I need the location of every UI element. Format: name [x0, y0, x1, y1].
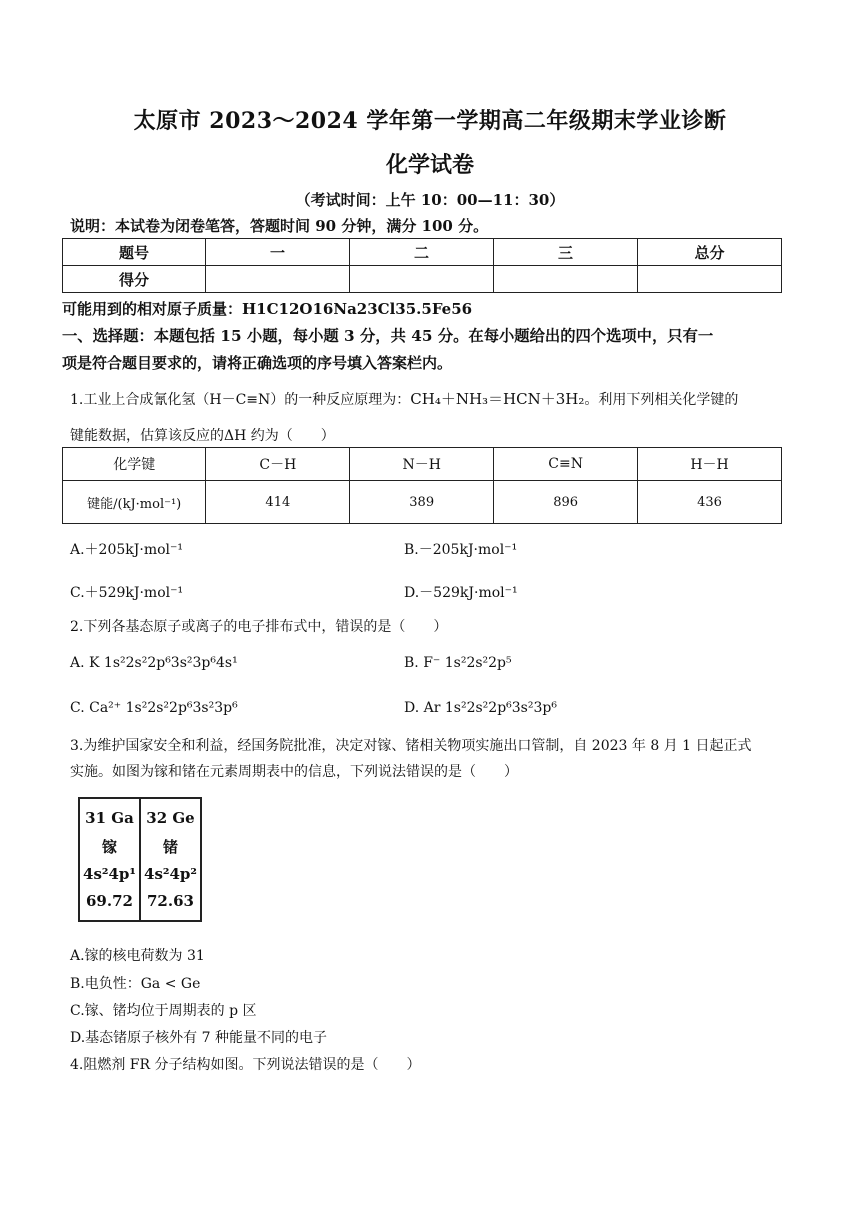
q2-option-d[interactable]: D. Ar 1s²2s²2p⁶3s²3p⁶ — [404, 700, 557, 716]
q3-option-b[interactable]: B.电负性：Ga < Ge — [70, 976, 201, 992]
exam-time: （考试时间：上午 10：00—11：30） — [295, 191, 565, 209]
bond-cell: C≡N — [494, 448, 638, 481]
exam-note: 说明：本试卷为闭卷笔答，答题时间 90 分钟，满分 100 分。 — [70, 217, 489, 235]
energy-cell: 414 — [206, 481, 350, 524]
score-header-cell: 二 — [349, 239, 493, 266]
energy-cell: 389 — [350, 481, 494, 524]
bond-row-label: 化学键 — [63, 448, 206, 481]
q2-stem: 2.下列各基态原子或离子的电子排布式中，错误的是（ ） — [70, 619, 448, 635]
energy-row-label: 键能/(kJ·mol⁻¹) — [63, 481, 206, 524]
q3-stem-line2: 实施。如图为镓和锗在元素周期表中的信息，下列说法错误的是（ ） — [70, 764, 518, 780]
score-header-cell: 题号 — [63, 239, 206, 266]
bond-cell: C－H — [206, 448, 350, 481]
element-mass: 69.72 — [86, 891, 133, 910]
q3-stem-line1: 3.为维护国家安全和利益，经国务院批准，决定对镓、锗相关物项实施出口管制，自 2023 年 8 月 1 日起正式 — [70, 738, 752, 754]
element-name: 锗 — [162, 837, 178, 856]
q1-stem-a: 1.工业上合成氰化氢（H－C≡N）的一种反应原理为： — [70, 392, 411, 408]
score-cell[interactable] — [637, 266, 781, 293]
energy-cell: 436 — [638, 481, 782, 524]
score-header-cell: 一 — [206, 239, 350, 266]
q1-stem-b: 。利用下列相关化学键的 — [584, 392, 739, 408]
q2-option-a[interactable]: A. K 1s²2s²2p⁶3s²3p⁶4s¹ — [70, 655, 238, 671]
q1-option-d[interactable]: D.－529kJ·mol⁻¹ — [404, 585, 518, 601]
q1-option-c[interactable]: C.＋529kJ·mol⁻¹ — [70, 585, 184, 601]
element-config: 4s²4p¹ — [83, 865, 136, 884]
q3-option-a[interactable]: A.镓的核电荷数为 31 — [70, 948, 205, 964]
q2-option-b[interactable]: B. F⁻ 1s²2s²2p⁵ — [404, 655, 512, 671]
q1-option-b[interactable]: B.－205kJ·mol⁻¹ — [404, 542, 518, 558]
element-cell-germanium — [139, 799, 200, 920]
element-symbol: 31 Ga — [85, 809, 134, 828]
periodic-table-excerpt — [78, 797, 202, 922]
exam-subtitle: 化学试卷 — [385, 152, 474, 178]
element-symbol: 32 Ge — [146, 809, 195, 828]
section1-line2: 项是符合题目要求的，请将正确选项的序号填入答案栏内。 — [62, 354, 453, 372]
score-cell[interactable] — [493, 266, 637, 293]
bond-cell: H－H — [638, 448, 782, 481]
section1-line1: 一、选择题：本题包括 15 小题，每小题 3 分，共 45 分。在每小题给出的四个选项中，只有一 — [62, 327, 714, 345]
q3-option-c[interactable]: C.镓、锗均位于周期表的 p 区 — [70, 1003, 257, 1019]
energy-cell: 896 — [494, 481, 638, 524]
q1-equation: CH₄＋NH₃＝HCN＋3H₂ — [410, 390, 585, 408]
q4-stem: 4.阻燃剂 FR 分子结构如图。下列说法错误的是（ ） — [70, 1057, 421, 1073]
bond-cell: N－H — [350, 448, 494, 481]
element-cell-gallium — [80, 799, 139, 920]
bond-energy-table — [62, 447, 782, 524]
score-table — [62, 238, 782, 293]
element-name: 镓 — [101, 837, 117, 856]
q1-stem-line2: 键能数据，估算该反应的ΔH 约为（ ） — [70, 428, 335, 444]
q2-option-c[interactable]: C. Ca²⁺ 1s²2s²2p⁶3s²3p⁶ — [70, 700, 238, 716]
score-cell[interactable] — [206, 266, 350, 293]
q1-stem — [70, 388, 738, 409]
element-config: 4s²4p² — [144, 865, 197, 884]
score-header-cell: 总分 — [637, 239, 781, 266]
score-row-label: 得分 — [63, 266, 206, 293]
score-header-cell: 三 — [493, 239, 637, 266]
q1-option-a[interactable]: A.＋205kJ·mol⁻¹ — [70, 542, 184, 558]
exam-title: 太原市 2023～2024 学年第一学期高二年级期末学业诊断 — [133, 108, 727, 134]
q3-option-d[interactable]: D.基态锗原子核外有 7 种能量不同的电子 — [70, 1030, 327, 1046]
score-cell[interactable] — [349, 266, 493, 293]
element-mass: 72.63 — [147, 891, 194, 910]
atomic-mass: 可能用到的相对原子质量：H1C12O16Na23Cl35.5Fe56 — [62, 300, 473, 318]
